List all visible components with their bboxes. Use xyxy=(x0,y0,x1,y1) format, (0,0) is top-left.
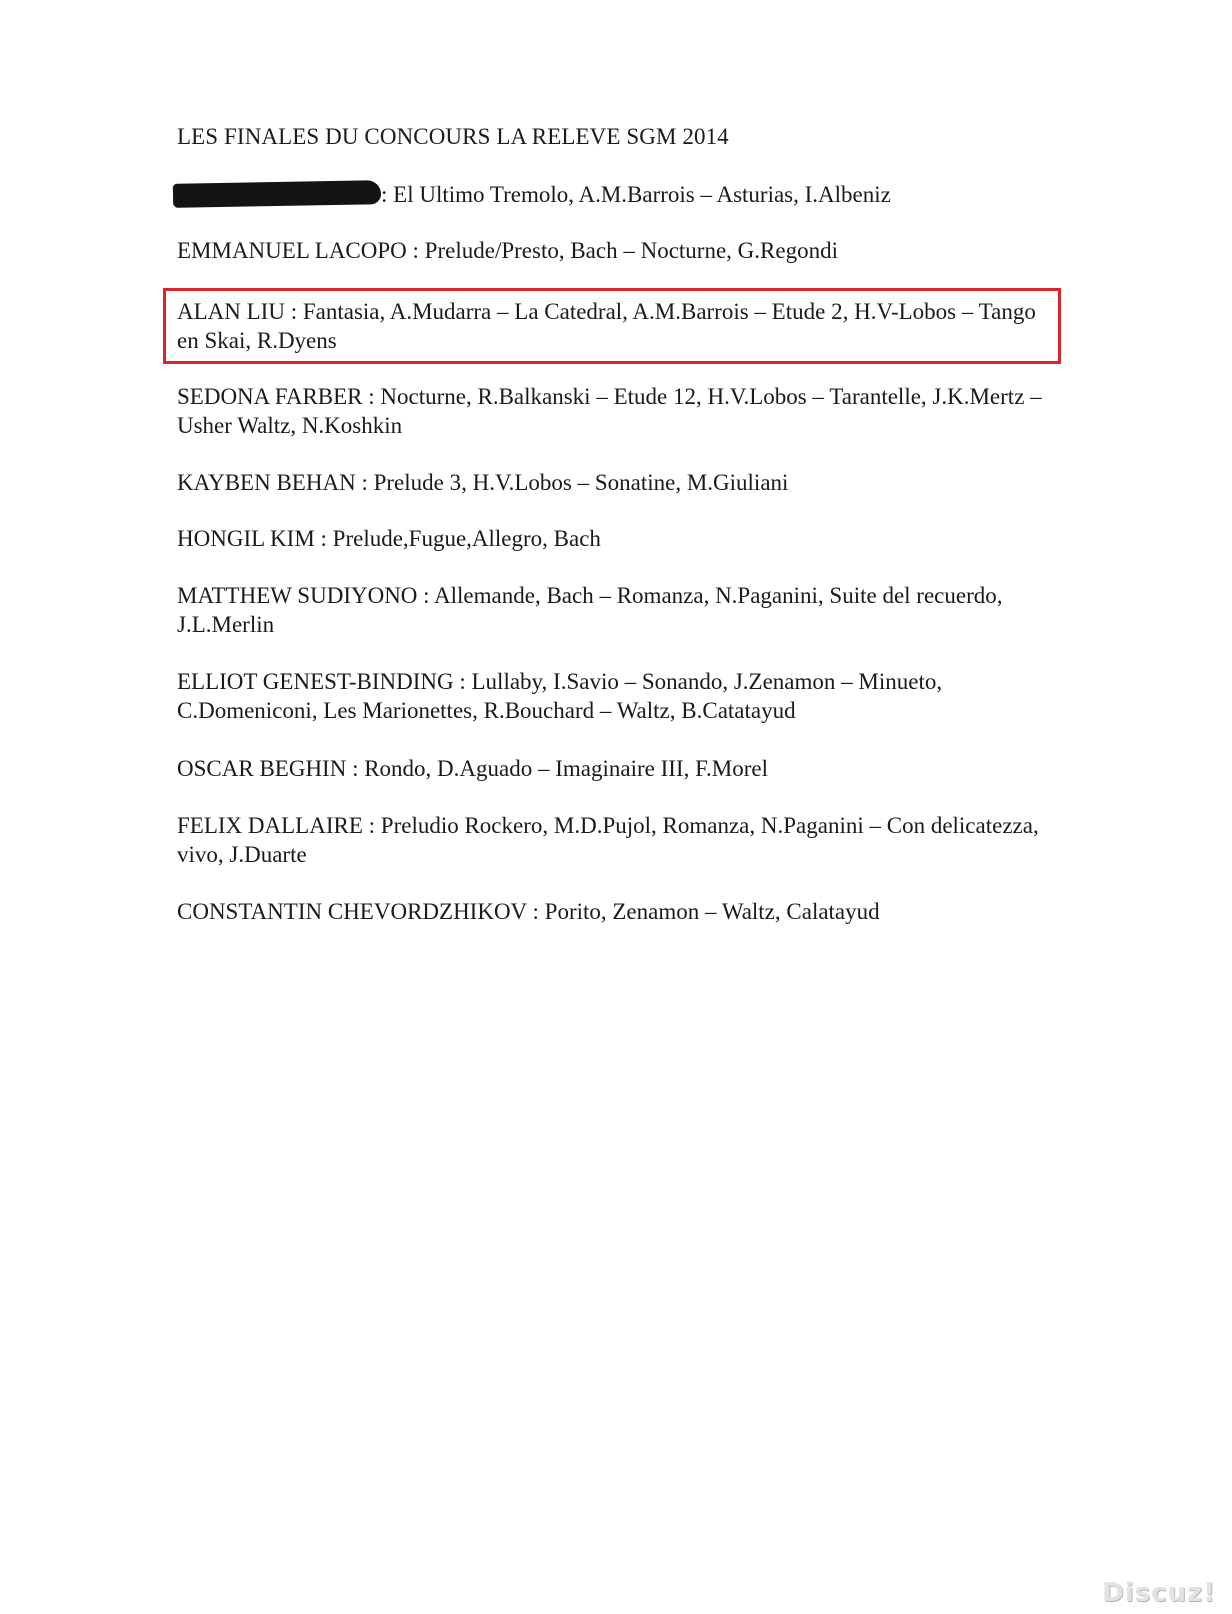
finalist-name: ALAN LIU xyxy=(177,299,285,324)
finalist-entry xyxy=(177,581,1047,639)
finalist-name: FELIX DALLAIRE xyxy=(177,813,363,838)
finalist-name: KAYBEN BEHAN xyxy=(177,470,356,495)
finalist-pieces: : Allemande, Bach – Romanza, N.Paganini, Suite del recuerdo, J.L.Merlin xyxy=(177,583,1003,637)
redaction-mark xyxy=(173,180,381,208)
finalist-entry xyxy=(177,236,1047,265)
finalist-name: EMMANUEL LACOPO xyxy=(177,238,407,263)
finalist-entry xyxy=(177,382,1047,440)
finalist-pieces: : Rondo, D.Aguado – Imaginaire III, F.Morel xyxy=(346,756,768,781)
finalist-pieces: : Lullaby, I.Savio – Sonando, J.Zenamon – Minueto, C.Domeniconi, Les Marionettes, R.Bouchard – Waltz, B.Catatayud xyxy=(177,669,943,723)
finalist-entry xyxy=(177,811,1047,869)
finalist-entry-highlighted xyxy=(177,297,1047,355)
finalist-entry xyxy=(177,524,1047,553)
watermark-logo: Discuz! xyxy=(1102,1578,1216,1608)
finalist-entry xyxy=(177,897,1047,926)
finalist-pieces: : Prelude,Fugue,Allegro, Bach xyxy=(314,526,601,551)
finalist-entry xyxy=(177,468,1047,497)
finalist-pieces: : Preludio Rockero, M.D.Pujol, Romanza, N.Paganini – Con delicatezza, vivo, J.Duarte xyxy=(177,813,1039,867)
document-title: LES FINALES DU CONCOURS LA RELEVE SGM 2014 xyxy=(177,124,729,149)
finalist-pieces: : Prelude 3, H.V.Lobos – Sonatine, M.Giuliani xyxy=(355,470,789,495)
finalist-pieces: : Porito, Zenamon – Waltz, Calatayud xyxy=(526,899,880,924)
finalist-pieces: : El Ultimo Tremolo, A.M.Barrois – Asturias, I.Albeniz xyxy=(381,182,891,207)
finalist-name: CONSTANTIN CHEVORDZHIKOV xyxy=(177,899,527,924)
finalist-name: SEDONA FARBER xyxy=(177,384,363,409)
finalist-pieces: : Prelude/Presto, Bach – Nocturne, G.Regondi xyxy=(406,238,838,263)
finalist-name: HONGIL KIM xyxy=(177,526,315,551)
finalist-name: ELLIOT GENEST-BINDING xyxy=(177,669,454,694)
finalist-name: OSCAR BEGHIN xyxy=(177,756,347,781)
finalist-entry xyxy=(177,754,1047,783)
finalist-entry xyxy=(177,667,1047,725)
finalist-pieces: : Nocturne, R.Balkanski – Etude 12, H.V.Lobos – Tarantelle, J.K.Mertz – Usher Waltz, N.Koshkin xyxy=(177,384,1042,438)
finalist-name: MATTHEW SUDIYONO xyxy=(177,583,418,608)
finalist-pieces: : Fantasia, A.Mudarra – La Catedral, A.M.Barrois – Etude 2, H.V-Lobos – Tango en Skai, R.Dyens xyxy=(177,299,1036,353)
finalist-entry xyxy=(177,180,1047,209)
